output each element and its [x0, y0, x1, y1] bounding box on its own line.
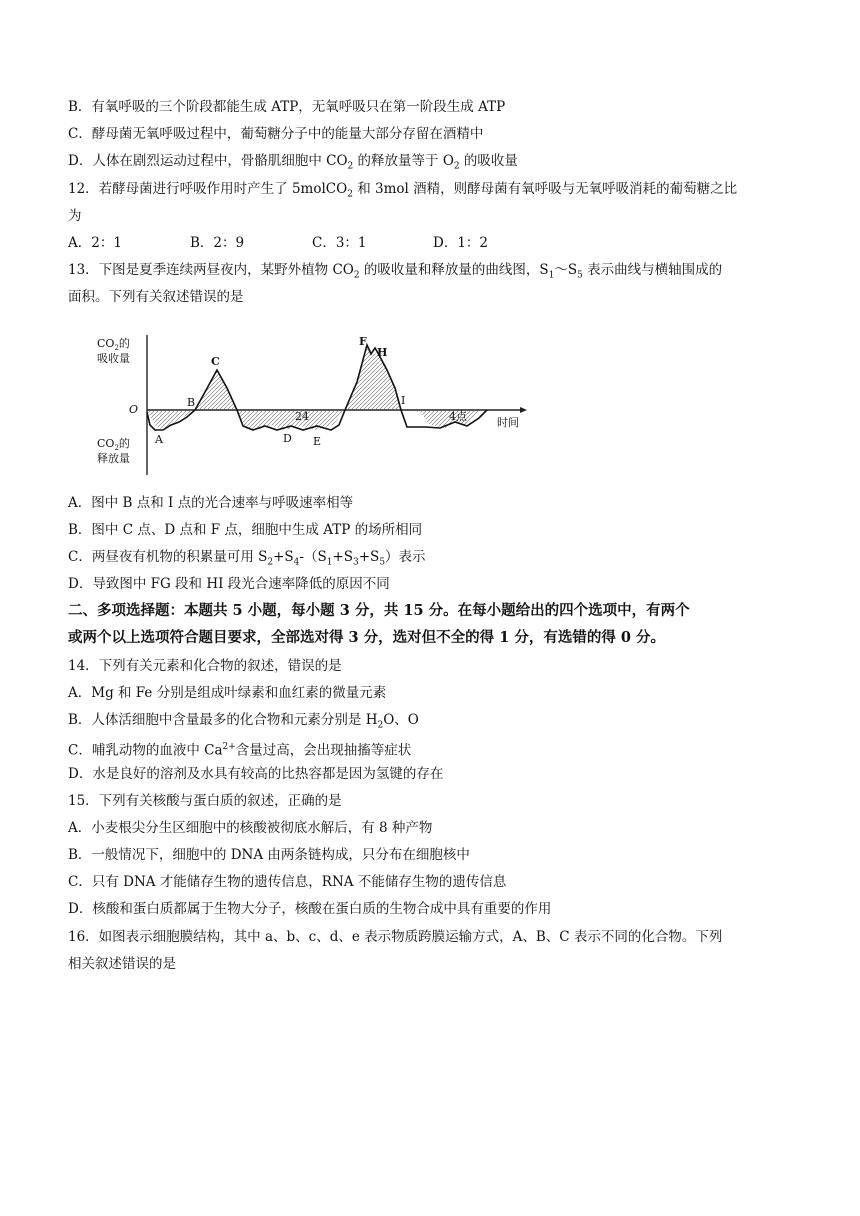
section2-heading-line2: 或两个以上选项符合题目要求，全部选对得 3 分，选对但不全的得 1 分，有选错的得 0 分。 [68, 629, 666, 646]
q16-stem-line1: 16．如图表示细胞膜结构，其中 a、b、c、d、e 表示物质跨膜运输方式，A、B、C 表示不同的化合物。下列 [68, 929, 723, 945]
q14-stem: 14．下列有关元素和化合物的叙述，错误的是 [68, 658, 342, 674]
y-label-release-line1: $CO_2$的 [97, 437, 130, 452]
q13-stem-line2: 面积。下列有关叙述错误的是 [68, 289, 244, 305]
y-label-absorb-line1: $CO_2$的 [97, 337, 130, 352]
q15-option-a: A．小麦根尖分生区细胞中的核酸被彻底水解后，有 8 种产物 [68, 820, 433, 836]
q13-option-d: D．导致图中 FG 段和 HI 段光合速率降低的原因不同 [68, 576, 390, 592]
q13-option-b: B．图中 C 点、D 点和 F 点，细胞中生成 ATP 的场所相同 [68, 522, 423, 538]
q13-stem-line1: 13．下图是夏季连续两昼夜内，某野外植物 $CO_2$ 的吸收量和释放量的曲线图，$S_1\sim S_5$ 表示曲线与横轴围成的 [68, 262, 723, 281]
q11-option-d: D．人体在剧烈运动过程中，骨骼肌细胞中 $CO_2$ 的释放量等于 $O_2$ 的吸收量 [68, 153, 518, 172]
point-label-h: H [377, 346, 388, 359]
mark-24: 24 [295, 410, 309, 423]
point-label-c: C [211, 355, 220, 368]
mark-4: 4点 [449, 410, 467, 423]
q15-option-c: C．只有 DNA 才能储存生物的遗传信息，RNA 不能储存生物的遗传信息 [68, 874, 507, 890]
q12-option-d: D．1：2 [433, 235, 489, 251]
point-label-d: D [283, 432, 292, 445]
origin-label: O [129, 403, 139, 416]
q15-option-b: B．一般情况下，细胞中的 DNA 由两条链构成，只分布在细胞核中 [68, 847, 470, 863]
q13-option-c: C．两昼夜有机物的积累量可用 $S_2+S_4-(S_1+S_3+S_5)$表示 [68, 549, 426, 568]
y-label-absorb-line2: 吸收量 [97, 352, 130, 365]
point-label-a: A [155, 433, 163, 446]
point-label-f: F [359, 335, 367, 348]
q12-option-c: C．3：1 [312, 235, 367, 251]
x-axis-arrow [520, 407, 527, 413]
area-s4 [345, 345, 401, 410]
point-label-e: E [313, 435, 322, 448]
q11-option-c: C．酵母菌无氧呼吸过程中，葡萄糖分子中的能量大部分存留在酒精中 [68, 126, 484, 142]
q11-option-b: B．有氧呼吸的三个阶段都能生成 ATP，无氧呼吸只在第一阶段生成 ATP [68, 99, 506, 115]
point-label-b: B [187, 396, 196, 409]
area-s1 [147, 410, 195, 430]
q15-stem: 15．下列有关核酸与蛋白质的叙述，正确的是 [68, 793, 342, 809]
point-label-i: I [401, 394, 406, 407]
q15-option-d: D．核酸和蛋白质都属于生物大分子，核酸在蛋白质的生物合成中具有重要的作用 [68, 901, 552, 917]
q12-stem-line1: 12．若酵母菌进行呼吸作用时产生了 5molCO$_2$ 和 3mol 酒精，则酵母菌有氧呼吸与无氧呼吸消耗的葡萄糖之比 [68, 181, 738, 200]
q14-option-a: A．Mg 和 Fe 分别是组成叶绿素和血红素的微量元素 [68, 685, 387, 701]
y-label-release-line2: 释放量 [97, 452, 130, 465]
area-s3 [237, 410, 345, 430]
q14-option-c: C．哺乳动物的血液中 $Ca^{2+}$含量过高，会出现抽搐等症状 [68, 742, 412, 759]
q12-option-b: B．2：9 [190, 235, 245, 251]
x-axis-label: 时间 [497, 416, 519, 429]
q12-option-a: A．2：1 [68, 235, 122, 251]
section2-heading-line1: 二、多项选择题：本题共 5 小题，每小题 3 分，共 15 分。在每小题给出的四个选项中，有两个 [68, 602, 690, 619]
q13-option-a: A．图中 B 点和 I 点的光合速率与呼吸速率相等 [68, 495, 354, 511]
area-s2 [195, 370, 237, 410]
q14-option-b: B．人体活细胞中含量最多的化合物和元素分别是 $H_2O$、O [68, 712, 419, 731]
q14-option-d: D．水是良好的溶剂及水具有较高的比热容都是因为氢键的存在 [68, 766, 444, 782]
co2-exchange-curve-figure [95, 330, 535, 480]
q16-stem-line2: 相关叙述错误的是 [68, 956, 176, 972]
q12-stem-line2: 为 [68, 208, 82, 224]
